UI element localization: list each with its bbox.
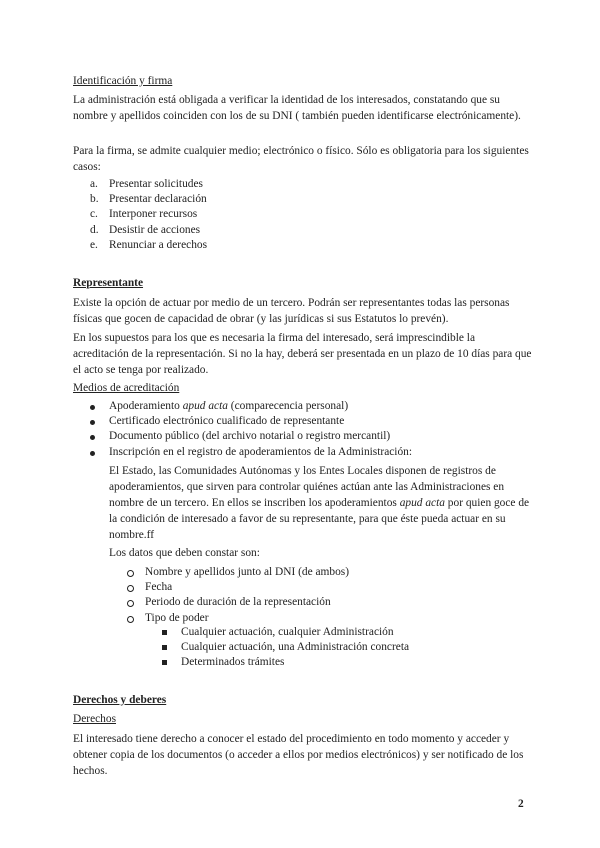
representante-paragraph-2: En los supuestos para los que es necesaria la firma del interesado, será imprescindible la acreditación de la representación. Si no la hay, deberá ser presentada en un plazo de 10 días para que el acto se tenga por realizado. [73,332,532,376]
hollow-bullet-icon [127,585,134,592]
list-item: Fecha [109,580,533,595]
hollow-bullet-icon [127,616,134,623]
hollow-bullet-icon [127,600,134,607]
list-item: Documento público (del archivo notarial o registro mercantil) [73,429,533,444]
square-bullet-icon [162,630,167,635]
list-item: Periodo de duración de la representación [109,595,533,610]
list-item: Cualquier actuación, cualquier Administración [145,625,533,640]
list-item: Inscripción en el registro de apoderamientos de la Administración: [73,445,533,460]
firma-cases-list [73,177,533,253]
datos-intro: Los datos que deben constar son: [109,547,260,559]
identificacion-heading: Identificación y firma [73,75,173,87]
representante-heading: Representante [73,277,144,289]
medios-list [73,399,533,460]
list-item: d. Desistir de acciones [90,223,201,236]
page-number: 2 [518,798,524,810]
datos-list [109,565,533,626]
bullet-icon [90,420,95,425]
registro-paragraph: El Estado, las Comunidades Autónomas y los Entes Locales disponen de registros de apoderamientos, que sirven para controlar quiénes actúan ante las Administraciones en nombre de un tercero. En ellos se inscriben los apoderamientos apud acta por quien goce de la condición de interesado a favor de su representante, para que éste pueda actuar en su nombre.ff [109,465,530,541]
bullet-icon [90,405,95,410]
list-item: e. Renunciar a derechos [90,238,208,251]
list-item: Nombre y apellidos junto al DNI (de ambos) [109,565,533,580]
list-item: Cualquier actuación, una Administración concreta [145,640,533,655]
derechos-paragraph: El interesado tiene derecho a conocer el estado del procedimiento en todo momento y acceder y obtener copia de los documentos (o acceder a ellos por medios electrónicos) y ser notificado de los hechos. [73,733,524,777]
identificacion-paragraph: La administración está obligada a verificar la identidad de los interesados, constatando que su nombre y apellidos coinciden con los de su DNI ( también pueden identificarse electrónicamente). [73,94,521,122]
list-item: Tipo de poder [109,611,533,626]
hollow-bullet-icon [127,570,134,577]
tipos-poder-list [145,625,533,671]
derechos-deberes-heading: Derechos y deberes [73,694,167,706]
square-bullet-icon [162,645,167,650]
representante-paragraph-1: Existe la opción de actuar por medio de un tercero. Podrán ser representantes todas las personas físicas que gocen de capacidad de obrar (y las jurídicas si sus Estatutos lo prevén). [73,297,510,325]
list-item: c. Interponer recursos [90,208,198,221]
bullet-icon [90,451,95,456]
list-item: Determinados trámites [145,655,533,670]
medios-heading: Medios de acreditación [73,382,180,394]
list-item: b. Presentar declaración [90,193,207,206]
list-item: a. Presentar solicitudes [90,178,203,190]
list-item: Apoderamiento apud acta (comparecencia personal) [73,399,533,414]
bullet-icon [90,435,95,440]
firma-paragraph: Para la firma, se admite cualquier medio; electrónico o físico. Sólo es obligatoria para los siguientes casos: [73,145,529,173]
square-bullet-icon [162,660,167,665]
list-item: Certificado electrónico cualificado de representante [73,414,533,429]
derechos-heading: Derechos [73,713,117,725]
